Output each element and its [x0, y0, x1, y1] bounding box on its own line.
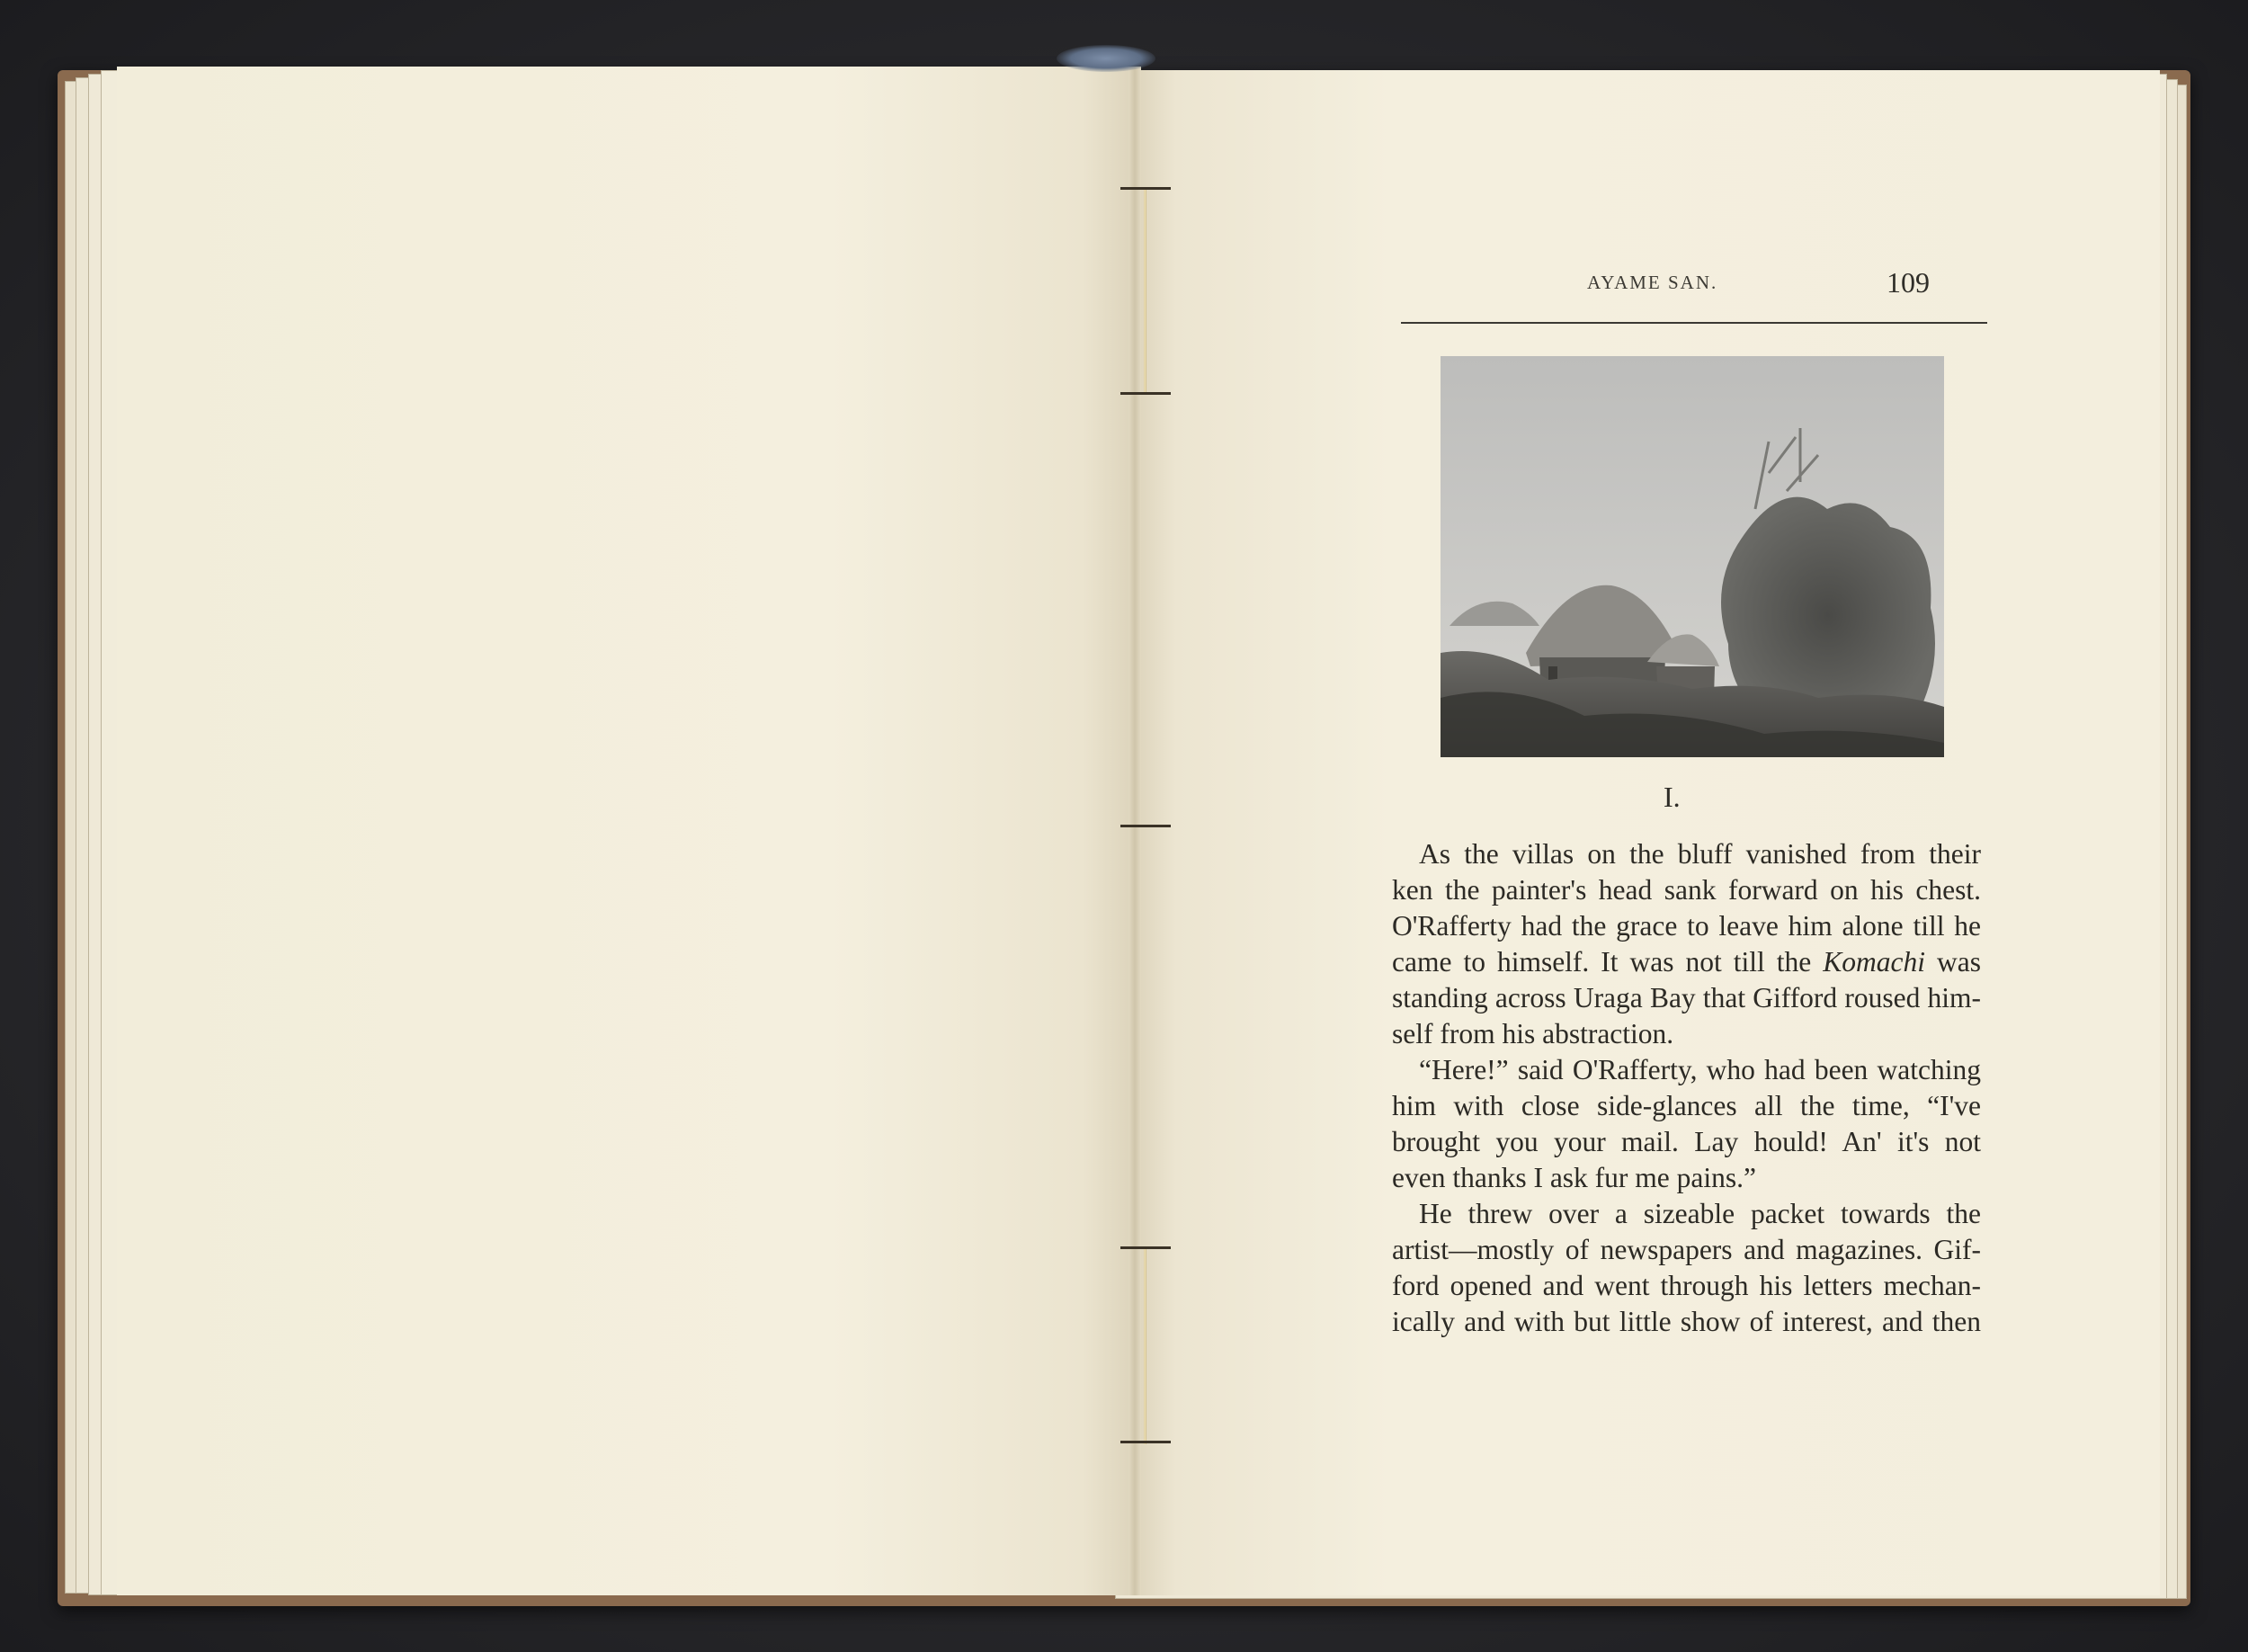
- text-line: As the villas on the bluff vanished from their: [1419, 838, 1981, 870]
- photograph-illustration: [1441, 356, 1944, 757]
- body-text: [1392, 836, 1981, 1340]
- stitch-cap: [1120, 825, 1171, 827]
- stitch-cap: [1120, 1441, 1171, 1443]
- stitch-cap: [1120, 187, 1171, 190]
- stitch-cap: [1120, 392, 1171, 395]
- text-line: brought you your mail. Lay hould! An' it's not: [1392, 1126, 1981, 1157]
- right-page: [1135, 70, 2160, 1595]
- page-number: 109: [1887, 266, 1930, 299]
- text-line: artist—mostly of newspapers and magazines. Gif-: [1392, 1234, 1981, 1265]
- text-line: He threw over a sizeable packet towards the: [1419, 1198, 1981, 1229]
- text-line: ford opened and went through his letters mechan-: [1392, 1270, 1981, 1301]
- book-gutter: [1128, 67, 1141, 1595]
- text-line: self from his abstraction.: [1392, 1018, 1674, 1049]
- text-line: standing across Uraga Bay that Gifford roused him-: [1392, 982, 1981, 1014]
- running-head: AYAME SAN.: [1587, 272, 1718, 293]
- text-run: came to himself. It was not till the: [1392, 946, 1824, 978]
- text-line: ken the painter's head sank forward on his chest.: [1392, 874, 1981, 906]
- stitch-cap: [1120, 1246, 1171, 1249]
- text-line: “Here!” said O'Rafferty, who had been watching: [1419, 1054, 1981, 1085]
- text-line: even thanks I ask fur me pains.”: [1392, 1162, 1756, 1193]
- binding-thread: [1057, 45, 1155, 72]
- text-run: was: [1925, 946, 1981, 978]
- header-rule: [1401, 322, 1987, 324]
- binding-stitch: [1144, 1248, 1146, 1444]
- text-line: ically and with but little show of interest, and then: [1392, 1306, 1981, 1337]
- ship-name-italic: Komachi: [1823, 946, 1925, 978]
- binding-stitch: [1144, 189, 1146, 394]
- chapter-number: I.: [1664, 781, 1681, 813]
- left-page: [117, 67, 1133, 1595]
- text-line: him with close side-glances all the time, “I've: [1392, 1090, 1981, 1121]
- text-line: O'Rafferty had the grace to leave him alone till he: [1392, 910, 1981, 942]
- text-line: [1392, 944, 1981, 980]
